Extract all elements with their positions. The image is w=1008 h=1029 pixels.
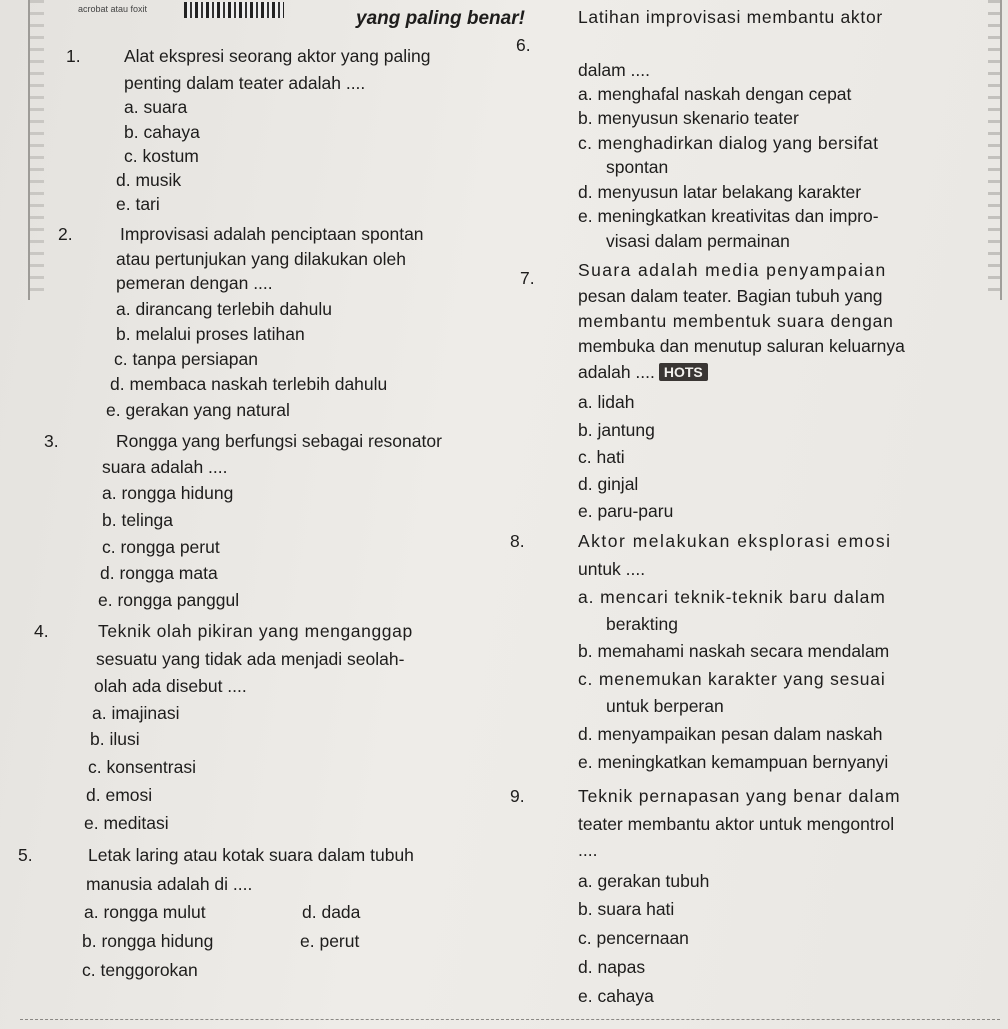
question-5-option-e[interactable]: e. perut [300,931,360,951]
question-1-number: 1. [66,46,81,66]
question-6-option-e[interactable]: e. meningkatkan kreativitas dan impro- [578,206,879,226]
question-5-stem: manusia adalah di .... [86,874,253,894]
question-3-option-c[interactable]: c. rongga perut [102,537,220,557]
question-4-option-c[interactable]: c. konsentrasi [88,757,196,777]
question-1-stem: penting dalam teater adalah .... [124,73,366,93]
question-9-stem: Teknik pernapasan yang benar dalam [578,786,901,806]
question-7-stem: Suara adalah media penyampaian [578,260,887,280]
question-3-option-a[interactable]: a. rongga hidung [102,483,234,503]
question-3-option-e[interactable]: e. rongga panggul [98,590,240,610]
question-7-option-e[interactable]: e. paru-paru [578,501,674,521]
instruction-header: yang paling benar! [356,8,525,29]
question-2-number: 2. [58,224,73,244]
question-4-number: 4. [34,621,49,641]
question-1-option-d[interactable]: d. musik [116,170,182,190]
question-8-option-e[interactable]: e. meningkatkan kemampuan bernyanyi [578,752,889,772]
question-4-stem: sesuatu yang tidak ada menjadi seolah- [96,649,405,669]
question-5-option-a[interactable]: a. rongga mulut [84,902,206,922]
question-9-option-d[interactable]: d. napas [578,957,646,977]
question-8-number: 8. [510,531,525,551]
binding-spiral-right [988,0,1002,300]
question-1-stem: Alat ekspresi seorang aktor yang paling [124,46,431,66]
question-5-stem: Letak laring atau kotak suara dalam tubuh [88,845,414,865]
question-6-stem: dalam .... [578,60,650,80]
question-4-option-d[interactable]: d. emosi [86,785,153,805]
question-6-number: 6. [516,35,531,55]
question-9-stem: .... [578,840,598,860]
question-3-stem: Rongga yang berfungsi sebagai resonator [116,431,442,451]
question-6-stem: Latihan improvisasi membantu aktor [578,7,883,27]
question-9-number: 9. [510,786,525,806]
question-4-option-e[interactable]: e. meditasi [84,813,169,833]
question-3-number: 3. [44,431,59,451]
question-8-stem: untuk .... [578,559,646,579]
question-1-option-c[interactable]: c. kostum [124,146,199,166]
question-6-option-d[interactable]: d. menyusun latar belakang karakter [578,182,862,202]
page-edge-divider [20,1019,1000,1020]
question-1-option-b[interactable]: b. cahaya [124,122,200,142]
question-6-option-b[interactable]: b. menyusun skenario teater [578,108,799,128]
question-6-option-c-cont: spontan [606,157,669,177]
question-7-option-a[interactable]: a. lidah [578,392,635,412]
question-5-option-c[interactable]: c. tenggorokan [82,960,198,980]
top-note: acrobat atau foxit [78,4,148,14]
question-2-option-a[interactable]: a. dirancang terlebih dahulu [116,299,332,319]
question-4-stem: olah ada disebut .... [94,676,247,696]
qr-code-icon [184,2,284,18]
question-7-stem: adalah .... [578,362,655,382]
question-8-option-a-cont: berakting [606,614,678,634]
question-4-option-a[interactable]: a. imajinasi [92,703,180,723]
question-6-option-a[interactable]: a. menghafal naskah dengan cepat [578,84,852,104]
question-7-option-c[interactable]: c. hati [578,447,625,467]
question-5-option-b[interactable]: b. rongga hidung [82,931,214,951]
question-8-option-c[interactable]: c. menemukan karakter yang sesuai [578,669,886,689]
question-2-stem: atau pertunjukan yang dilakukan oleh [116,249,406,269]
question-9-option-b[interactable]: b. suara hati [578,899,675,919]
question-3-option-b[interactable]: b. telinga [102,510,174,530]
question-2-stem: pemeran dengan .... [116,273,273,293]
question-8-option-b[interactable]: b. memahami naskah secara mendalam [578,641,890,661]
question-5-option-d[interactable]: d. dada [302,902,361,922]
question-7-number: 7. [520,268,535,288]
question-3-option-d[interactable]: d. rongga mata [100,563,218,583]
question-6-option-c[interactable]: c. menghadirkan dialog yang bersifat [578,133,879,153]
question-7-stem: membuka dan menutup saluran keluarnya [578,336,905,356]
question-2-option-b[interactable]: b. melalui proses latihan [116,324,305,344]
question-8-option-d[interactable]: d. menyampaikan pesan dalam naskah [578,724,883,744]
question-2-option-c[interactable]: c. tanpa persiapan [114,349,258,369]
question-1-option-e[interactable]: e. tari [116,194,160,214]
question-7-stem: pesan dalam teater. Bagian tubuh yang [578,286,883,306]
binding-spiral-left [28,0,44,300]
question-1-option-a[interactable]: a. suara [124,97,188,117]
question-2-option-d[interactable]: d. membaca naskah terlebih dahulu [110,374,388,394]
question-3-stem: suara adalah .... [102,457,228,477]
question-9-option-c[interactable]: c. pencernaan [578,928,689,948]
question-7-stem: membantu membentuk suara dengan [578,311,894,331]
question-8-option-c-cont: untuk berperan [606,696,724,716]
question-9-stem: teater membantu aktor untuk mengontrol [578,814,895,834]
question-7-option-d[interactable]: d. ginjal [578,474,639,494]
question-6-option-e-cont: visasi dalam permainan [606,231,790,251]
question-9-option-a[interactable]: a. gerakan tubuh [578,871,710,891]
question-2-stem: Improvisasi adalah penciptaan spontan [120,224,424,244]
question-8-stem: Aktor melakukan eksplorasi emosi [578,531,892,551]
question-2-option-e[interactable]: e. gerakan yang natural [106,400,290,420]
hots-badge: HOTS [659,363,708,381]
question-4-option-b[interactable]: b. ilusi [90,729,140,749]
question-7-option-b[interactable]: b. jantung [578,420,655,440]
question-4-stem: Teknik olah pikiran yang menganggap [98,621,413,641]
question-9-option-e[interactable]: e. cahaya [578,986,654,1006]
question-7-stem-line [578,364,708,382]
question-5-number: 5. [18,845,33,865]
question-8-option-a[interactable]: a. mencari teknik-teknik baru dalam [578,587,886,607]
